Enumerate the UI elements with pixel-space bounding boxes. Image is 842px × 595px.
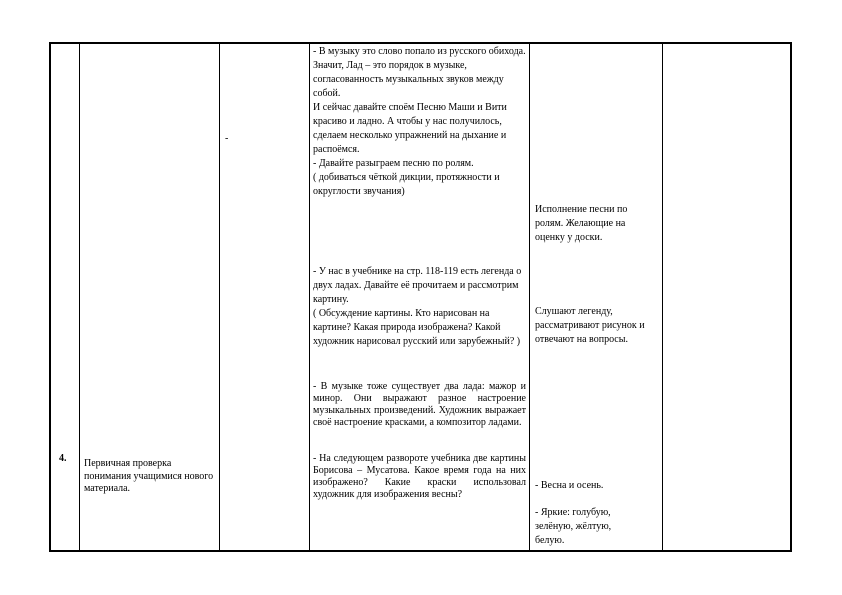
teacher-mark: -	[225, 133, 229, 144]
student-activity-1: Исполнение песни по ролям. Желающие на оценку у доски.	[535, 204, 628, 243]
column-divider	[219, 44, 220, 550]
lesson-table	[49, 42, 792, 552]
teacher-activity-3: - В музыке тоже существует два лада: мажор и минор. Они выражают разное настроение музыкальных произведений. Художник выражает своё настроение красками, а композитор ладами.	[313, 381, 526, 428]
teacher-activity-1: - В музыку это слово попало из русского обихода. Значит, Лад – это порядок в музыке, согласованность музыкальных звуков между собой. И сейчас давайте споём Песню Маши и Вити красиво и ладно. А чтобы у нас получилось, сделаем несколько упражнений на дыхание и распоёмся. - Давайте разыграем песню по ролям. ( добиваться чёткой дикции, протяжности и округлости звучания)	[313, 46, 526, 197]
row-number: 4.	[59, 453, 67, 464]
teacher-activity-4: - На следующем развороте учебника две картины Борисова – Мусатова. Какое время года на них изображено? Какие краски использовал художник для изображения весны?	[313, 453, 526, 500]
student-activity-2: Слушают легенду, рассматривают рисунок и отвечают на вопросы.	[535, 306, 645, 345]
student-activity-3: - Весна и осень.	[535, 480, 604, 491]
column-divider	[309, 44, 310, 550]
teacher-activity-2: - У нас в учебнике на стр. 118-119 есть легенда о двух ладах. Давайте её прочитаем и рассмотрим картину. ( Обсуждение картины. Кто нарисован на картине? Какая природа изображена? Какой художник нарисовал русский или зарубежный? )	[313, 266, 522, 347]
column-divider	[529, 44, 530, 550]
column-divider	[662, 44, 663, 550]
stage-name: Первичная проверка понимания учащимися нового материала.	[84, 458, 214, 494]
student-activity-4: - Яркие: голубую, зелёную, жёлтую, белую.	[535, 507, 612, 546]
column-divider	[79, 44, 80, 550]
